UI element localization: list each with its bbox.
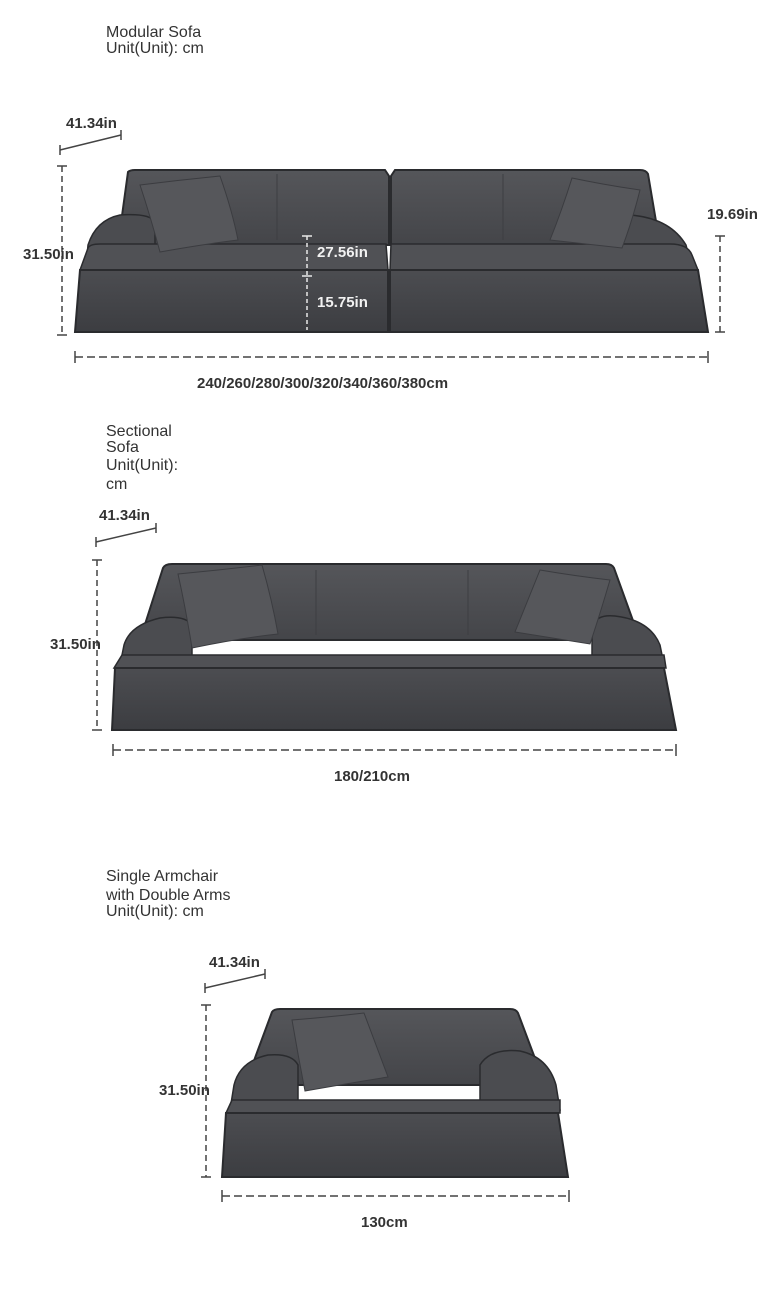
armchair-title-line2: with Double Arms bbox=[106, 887, 231, 904]
modular-height-label: 31.50in bbox=[23, 246, 74, 263]
modular-sofa-section bbox=[0, 0, 758, 400]
modular-width-label: 240/260/280/300/320/340/360/380cm bbox=[197, 375, 449, 392]
sectional-height-label: 31.50in bbox=[50, 636, 101, 653]
modular-arm-height-label: 19.69in bbox=[707, 206, 758, 223]
armchair-unit: Unit(Unit): cm bbox=[106, 903, 204, 920]
sectional-width-label: 180/210cm bbox=[334, 768, 410, 785]
sectional-unit-line2: cm bbox=[106, 476, 128, 493]
sectional-title-line1: Sectional bbox=[106, 423, 172, 440]
armchair-depth-label: 41.34in bbox=[209, 954, 260, 971]
modular-title: Modular Sofa bbox=[106, 24, 202, 41]
armchair-section bbox=[0, 865, 750, 1265]
sectional-sofa-illustration bbox=[0, 420, 750, 800]
modular-depth-line bbox=[60, 135, 121, 150]
sectional-depth-label: 41.34in bbox=[99, 507, 150, 524]
modular-sofa-illustration bbox=[0, 0, 758, 400]
sectional-unit-line1: Unit(Unit): bbox=[106, 457, 179, 474]
armchair-depth-line bbox=[205, 974, 265, 988]
armchair-width-label: 130cm bbox=[361, 1214, 408, 1231]
modular-back-height-label: 27.56in bbox=[317, 244, 368, 261]
sectional-sofa-section bbox=[0, 420, 750, 800]
armchair-title-line1: Single Armchair bbox=[106, 868, 219, 885]
sectional-title-line2: Sofa bbox=[106, 439, 139, 456]
modular-depth-label: 41.34in bbox=[66, 115, 117, 132]
sectional-depth-line bbox=[96, 528, 156, 542]
armchair-height-label: 31.50in bbox=[159, 1082, 210, 1099]
modular-unit: Unit(Unit): cm bbox=[106, 40, 204, 57]
modular-seat-height-label: 15.75in bbox=[317, 294, 368, 311]
armchair-illustration bbox=[0, 865, 750, 1265]
